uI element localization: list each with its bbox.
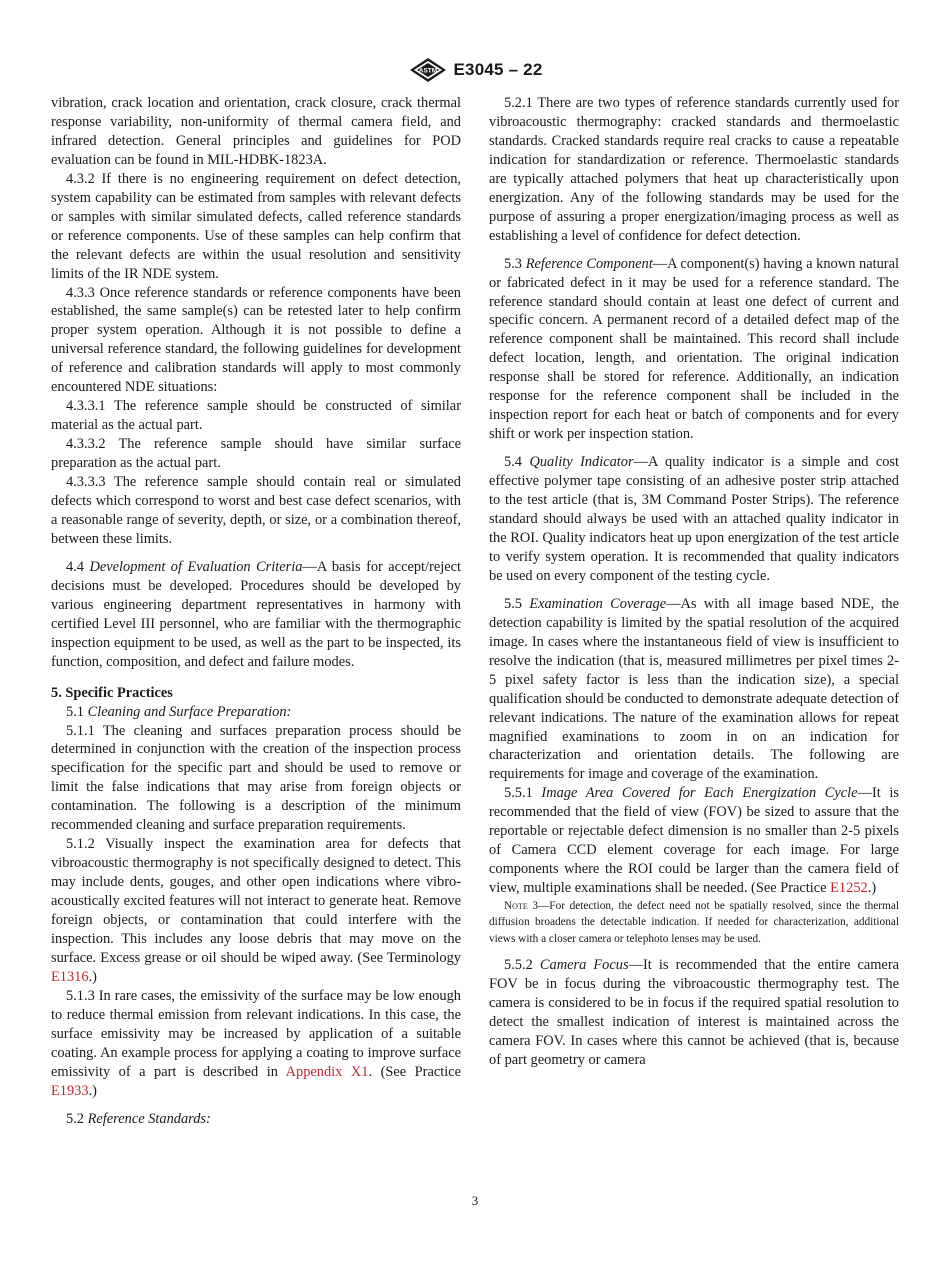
section-number: 5.5.2 (504, 956, 533, 973)
section-text: —A quality indicator is a simple and cost effective polymer tape consisting of an adhesive poster strip attached to the test article (that is, 3M Command Poster Strips). The reference standard should always be used with an attached quality indicator in the ROI. Quality indicators heat up upon energization of the test article to verify system operation. It is recommended that quality indicators be used on every component of the testing cycle. (489, 454, 899, 584)
section-number: 5.5.1 (504, 785, 533, 802)
paragraph (489, 956, 899, 1070)
link-e1933[interactable]: E1933 (51, 1082, 89, 1099)
right-column (489, 94, 899, 1070)
paragraph (51, 1110, 461, 1129)
paragraph: 5.5.1 Image Area Covered for Each Energization Cycle—It is recommended that the field of view (FOV) be sized to assure that the reportable or rejectable defect dimension is no smaller than 2-5 pixels of Camera CCD element coverage for each image. For large components where the ROI could be larger than the camera field of view, multiple examinations shall be needed. (See Practice E1252.) (489, 785, 899, 897)
section-text: —A component(s) having a known natural or fabricated defect in it may be used for a reference standard. The reference standard should contain at least one defect of current and specific concern. A permanent record of a detailed defect map of the reference component shall be maintained. This record shall include defect location, length, and orientation. The original indication response shall be stored for reference. Additionally, an indication response for the reference component shall be included in the inspection report for each heat or batch of components and for every shift or work per inspection station. (489, 255, 899, 443)
paragraph: 4.3.3.1 The reference sample should be constructed of similar material as the actual part. (51, 398, 461, 434)
paragraph: 5.1.1 The cleaning and surfaces preparation process should be determined in conjunction with the creation of the inspection process specification for the specific part and should be used to remove or limit the false indications that may arise from foreign objects or contamination. The following is a description of the minimum recommended cleaning and surface preparation requirements. (51, 722, 461, 834)
section-number: 5.1 (66, 703, 84, 720)
document-id: E3045 – 22 (453, 60, 543, 79)
section-text: —As with all image based NDE, the detection capability is limited by the spatial resolution of the acquired image. In cases where the instantaneous field of view is insufficient to resolve the indication (that is, measured millimetres per pixel times 2-5 pixel safety factor is less than the indication size), a special qualification should be conducted to demonstrate adequate detection of relevant indications. The nature of the examination allows for repeat magnified examinations to zoom in on an indication for characterization and orientation details. The following are requirements for image and coverage of the examination. (489, 595, 899, 783)
section-heading: 5. Specific Practices (51, 684, 173, 701)
paragraph: 4.3.3.2 The reference sample should have similar surface preparation as the actual part. (51, 436, 461, 472)
paragraph: vibration, crack location and orientation, crack closure, crack thermal response variability, non-uniformity of thermal camera field, and infrared detection. General principles and guidelines for POD evaluation can be found in MIL-HDBK-1823A. (51, 95, 461, 168)
paragraph: 4.3.3 Once reference standards or reference components have been established, the same sample(s) can be retested later to help confirm proper system operation. Although it is not possible to define a universal reference standard, the following guidelines for development of reference and calibration standards will apply to most commonly encountered NDE situations: (51, 284, 461, 396)
section-number: 5.2 (66, 1110, 84, 1127)
section-text: 5.1.2 Visually inspect the examination area for defects that vibroacoustic thermography is not specifically designed to detect. This may include dents, gouges, and other open indications where vibro-acoustically excited features will not interact to generate heat. Remove foreign objects, or contamination that could interfere with the inspection. This includes any loose debris that may move on the surface. Excess grease or oil should be wiped away. (See Terminology (51, 836, 461, 966)
paragraph: 5.1.3 In rare cases, the emissivity of the surface may be low enough to reduce thermal emission from relevant indications. In this case, the surface emissivity may be increased by application of a suitable coating. An example process for applying a coating to improve surface emissivity of a part is described in Appendix X1. (See Practice E1933.) (51, 987, 461, 1099)
section-text: 5.1.3 In rare cases, the emissivity of the surface may be low enough to reduce thermal emission from relevant indications. In this case, the surface emissivity may be increased by application of a suitable coating. An example process for applying a coating to improve surface emissivity of a part is described in (51, 987, 461, 1080)
astm-logo-text: ASTM (418, 67, 437, 75)
paragraph (489, 255, 899, 445)
paragraph: 4.3.3.3 The reference sample should contain real or simulated defects which correspond to worst and best case defect scenarios, with a reasonable range of severity, depth, or size, or a combination thereof, between these limits. (51, 474, 461, 547)
section-title: Cleaning and Surface Preparation: (87, 703, 292, 720)
section-number: 5.4 (504, 454, 522, 471)
section-title: Reference Component (525, 255, 653, 272)
section-number: 5.3 (504, 255, 522, 272)
paragraph (51, 558, 461, 672)
paragraph: 4.3.2 If there is no engineering requirement on defect detection, system capability can be estimated from samples with relevant defects or samples with similar simulated defects, called reference standards or reference components. Use of these samples can help confirm that the relevant defects are within the usual resolution and sensitivity limits of the IR NDE system. (51, 170, 461, 282)
note-3 (489, 898, 899, 947)
left-column (51, 94, 461, 1129)
page-header (0, 56, 950, 84)
note-label: Note 3 (504, 900, 538, 913)
section-title: Development of Evaluation Criteria (89, 558, 303, 575)
page-number: 3 (471, 1193, 479, 1208)
paragraph: 5.1.2 Visually inspect the examination area for defects that vibroacoustic thermography is not specifically designed to detect. This may include dents, gouges, and other open indications where vibro-acoustically excited features will not interact to generate heat. Remove foreign objects, or contamination that could interfere with the inspection. This includes any loose debris that may move on the surface. Excess grease or oil should be wiped away. (See Terminology E1316.) (51, 836, 461, 985)
note-text: —For detection, the defect need not be spatially resolved, since the thermal diffusion broadens the detectable indication. If needed for characterization, additional views with a closer camera or telephoto lenses may be used. (489, 900, 899, 945)
paragraph: 5.2.1 There are two types of reference standards currently used for vibroacoustic thermography: cracked standards and thermoelastic standards. Cracked standards require real cracks to cause a repeatable indication for standardization or reference. Thermoelastic standards are typically attached polymers that heat up characteristically upon energization. Any of the following standards may be used for the purpose of assuring a proper energization/imaging process as well as establishing a level of confidence for defect detection. (489, 95, 899, 244)
link-e1316[interactable]: E1316 (51, 968, 89, 985)
section-title: Quality Indicator (529, 454, 634, 471)
link-appendix-x1[interactable]: Appendix X1 (285, 1063, 369, 1080)
section-title: Examination Coverage (529, 595, 667, 612)
paragraph (489, 453, 899, 586)
section-text: —A basis for accept/reject decisions must be developed. Procedures should be developed by various engineering department representatives in harmony with certified Level III personnel, who are familiar with the thermographic inspection equipment to be used, as well as the part to be inspected, its function, composition, and defect and failure modes. (51, 558, 461, 670)
section-text: —It is recommended that the field of view (FOV) be sized to assure that the reportable or rejectable defect dimension is no smaller than 2-5 pixels of Camera CCD element coverage for each image. For large components where the ROI could be larger than the camera field of view, multiple examinations shall be needed. (See Practice (489, 785, 899, 897)
section-title: Camera Focus (539, 956, 629, 973)
section-title: Reference Standards: (87, 1110, 211, 1127)
section-title: Image Area Covered for Each Energization Cycle (541, 785, 858, 802)
paragraph (51, 703, 461, 722)
astm-logo-icon (408, 57, 448, 83)
section-text: —It is recommended that the entire camera FOV be in focus during the vibroacoustic thermography test. The camera is considered to be in focus if the required spatial resolution to detect the smallest indication of interest is maintained across the camera FOV. In cases where this cannot be achieved (that is, because of part geometry or camera (489, 956, 899, 1068)
paragraph (489, 595, 899, 785)
link-e1252[interactable]: E1252 (830, 880, 868, 897)
section-number: 5.5 (504, 595, 522, 612)
section-number: 4.4 (66, 558, 84, 575)
